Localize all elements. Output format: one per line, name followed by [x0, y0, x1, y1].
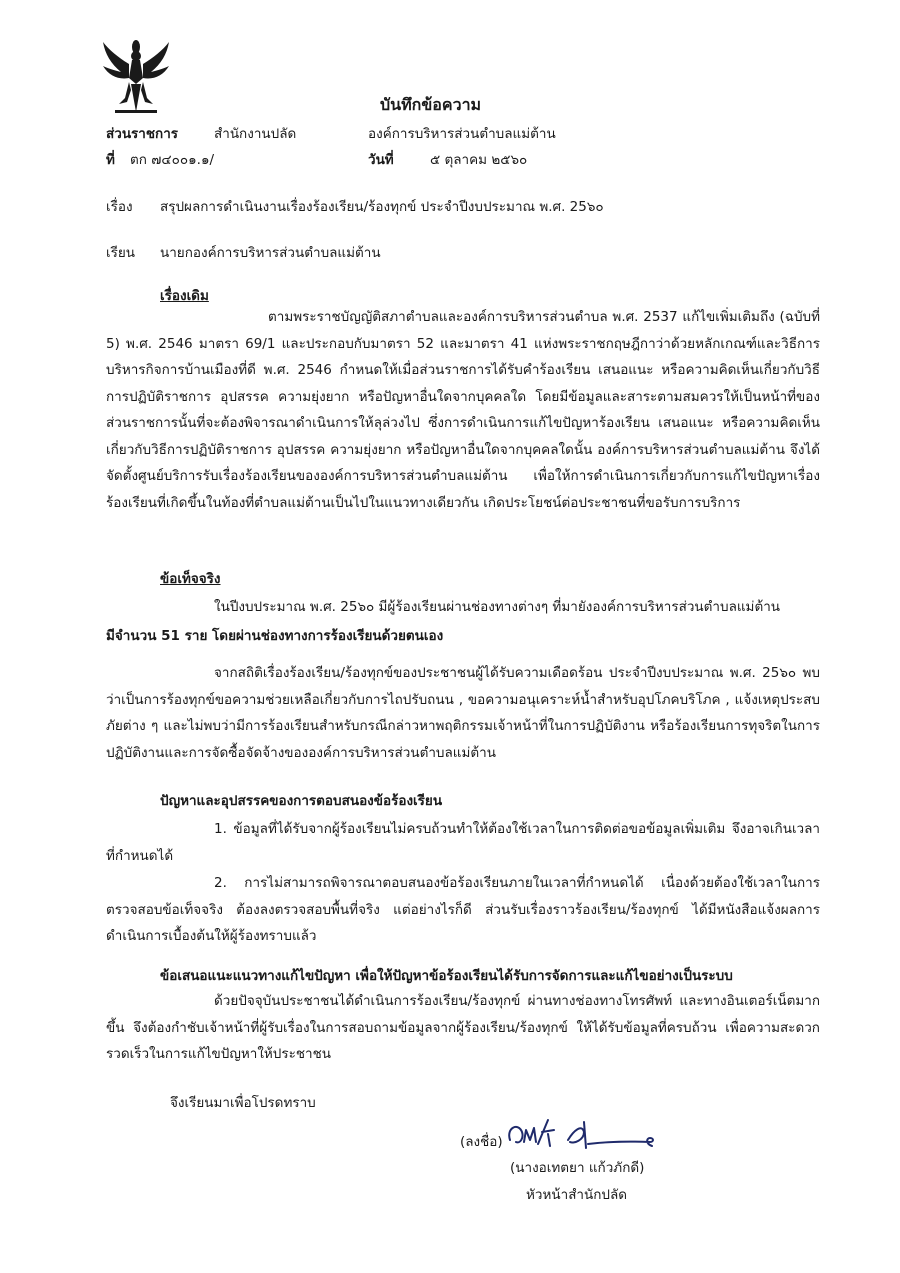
problems-item1: 1. ข้อมูลที่ได้รับจากผู้ร้องเรียนไม่ครบถ้วนทำให้ต้องใช้เวลาในการติดต่อขอข้อมูลเพิ่มเติม จึงอาจเกินเวลาที่กำหนดได้	[106, 821, 820, 864]
facts-line2: มีจำนวน 51 ราย โดยผ่านช่องทางการร้องเรียนด้วยตนเอง	[106, 628, 444, 644]
problems-item2: 2. การไม่สามารถพิจารณาตอบสนองข้อร้องเรียนภายในเวลาที่กำหนดได้ เนื่องด้วยต้องใช้เวลาในการตรวจสอบข้อเท็จจริง ต้องลงตรวจสอบพื้นที่จริง แต่อย่างไรก็ดี ส่วนรับเรื่องราวร้องเรียน/ร้องทุกข์ ได้มีหนังสือแจ้งผลการดำเนินการเบื้องต้นให้ผู้ร้องทราบแล้ว	[106, 875, 820, 944]
recommendation-paragraph: ด้วยปัจจุบันประชาชนได้ดำเนินการร้องเรียน/ร้องทุกข์ ผ่านทางช่องทางโทรศัพท์ และทางอินเตอร์เน็ตมากขึ้น จึงต้องกำชับเจ้าหน้าที่ผู้รับเรื่องในการสอบถามข้อมูลจากผู้ร้องเรียน/ร้องทุกข์ ให้ได้รับข้อมูลที่ครบถ้วน เพื่อความสะดวกรวดเร็วในการแก้ไขปัญหาให้ประชาชน	[106, 993, 820, 1062]
facts-heading: ข้อเท็จจริง	[160, 571, 221, 587]
sign-label: (ลงชื่อ)	[460, 1134, 503, 1150]
facts-line1: ในปีงบประมาณ พ.ศ. 25๖๐ มีผู้ร้องเรียนผ่านช่องทางต่างๆ ที่มายังองค์การบริหารส่วนตำบลแม่ต้าน	[214, 599, 781, 615]
handwritten-signature-icon	[504, 1114, 664, 1158]
memo-title: บันทึกข้อความ	[380, 95, 482, 114]
date-label: วันที่	[368, 152, 394, 168]
subject-value: สรุปผลการดำเนินงานเรื่องร้องเรียน/ร้องทุกข์ ประจำปีงบประมาณ พ.ศ. 25๖๐	[160, 199, 604, 215]
recommendation-heading: ข้อเสนอแนะแนวทางแก้ไขปัญหา เพื่อให้ปัญหาข้อร้องเรียนได้รับการจัดการและแก้ไขอย่างเป็นระบบ	[160, 968, 733, 984]
signatory-name: (นางอเทตยา แก้วภักดี)	[510, 1160, 645, 1176]
subject-label: เรื่อง	[106, 199, 133, 215]
agency-value: สำนักงานปลัด	[214, 126, 297, 142]
date-value: ๕ ตุลาคม ๒๕๖๐	[430, 152, 528, 168]
problems-heading: ปัญหาและอุปสรรคของการตอบสนองข้อร้องเรียน	[160, 793, 443, 809]
garuda-emblem-icon	[101, 38, 171, 116]
background-paragraph: ตามพระราชบัญญัติสภาตำบลและองค์การบริหารส่วนตำบล พ.ศ. 2537 แก้ไขเพิ่มเติมถึง (ฉบับที่ 5) พ.ศ. 2546 มาตรา 69/1 และประกอบกับมาตรา 52 และมาตรา 41 แห่งพระราชกฤษฎีกาว่าด้วยหลักเกณฑ์และวิธีการบริหารกิจการบ้านเมืองที่ดี พ.ศ. 2546 กำหนดให้เมื่อส่วนราชการได้รับคำร้องเรียน เสนอแนะ หรือความคิดเห็นเกี่ยวกับวิธีการปฏิบัติราชการ อุปสรรค ความยุ่งยาก หรือปัญหาอื่นใดจากบุคคลใด โดยมีข้อมูลและสาระตามสมควรให้เป็นหน้าที่ของส่วนราชการนั้นที่จะต้องพิจารณาดำเนินการให้ลุล่วงไป ซึ่งการดำเนินการแก้ไขปัญหาร้องเรียน เสนอแนะ หรือความคิดเห็นเกี่ยวกับวิธีการปฏิบัติราชการ อุปสรรค ความยุ่งยาก หรือปัญหาอื่นใดจากบุคคลใดนั้น องค์การบริหารส่วนตำบลแม่ต้าน จึงได้จัดตั้งศูนย์บริการรับเรื่องร้องเรียนขององค์การบริหารส่วนตำบลแม่ต้าน เพื่อให้การดำเนินการเกี่ยวกับการแก้ไขปัญหาเรื่องร้องเรียนที่เกิดขึ้นในท้องที่ตำบลแม่ต้านเป็นไปในแนวทางเดียวกัน เกิดประโยชน์ต่อประชาชนที่ขอรับการบริการ	[106, 309, 820, 511]
agency-org: องค์การบริหารส่วนตำบลแม่ต้าน	[368, 126, 556, 142]
facts-stats-paragraph: จากสถิติเรื่องร้องเรียน/ร้องทุกข์ของประชาชนผู้ได้รับความเดือดร้อน ประจำปีงบประมาณ พ.ศ. 25๖๐ พบว่าเป็นการร้องทุกข์ขอความช่วยเหลือเกี่ยวกับการไถปรับถนน , ขอความอนุเคราะห์น้ำสำหรับอุปโภคบริโภค , แจ้งเหตุประสบภัยต่าง ๆ และไม่พบว่ามีการร้องเรียนสำหรับกรณีกล่าวหาพฤติกรรมเจ้าหน้าที่ในการปฏิบัติงาน หรือร้องเรียนการทุจริตในการปฏิบัติงานและการจัดซื้อจัดจ้างขององค์การบริหารส่วนตำบลแม่ต้าน	[106, 665, 820, 761]
ref-label: ที่	[106, 152, 115, 168]
ref-value: ตก ๗๔๐๐๑.๑/	[130, 152, 215, 168]
closing-text: จึงเรียนมาเพื่อโปรดทราบ	[170, 1095, 316, 1111]
agency-label: ส่วนราชการ	[106, 126, 179, 142]
to-label: เรียน	[106, 245, 136, 261]
background-heading: เรื่องเดิม	[160, 288, 209, 304]
to-value: นายกองค์การบริหารส่วนตำบลแม่ต้าน	[160, 245, 381, 261]
signatory-position: หัวหน้าสำนักปลัด	[526, 1187, 628, 1203]
